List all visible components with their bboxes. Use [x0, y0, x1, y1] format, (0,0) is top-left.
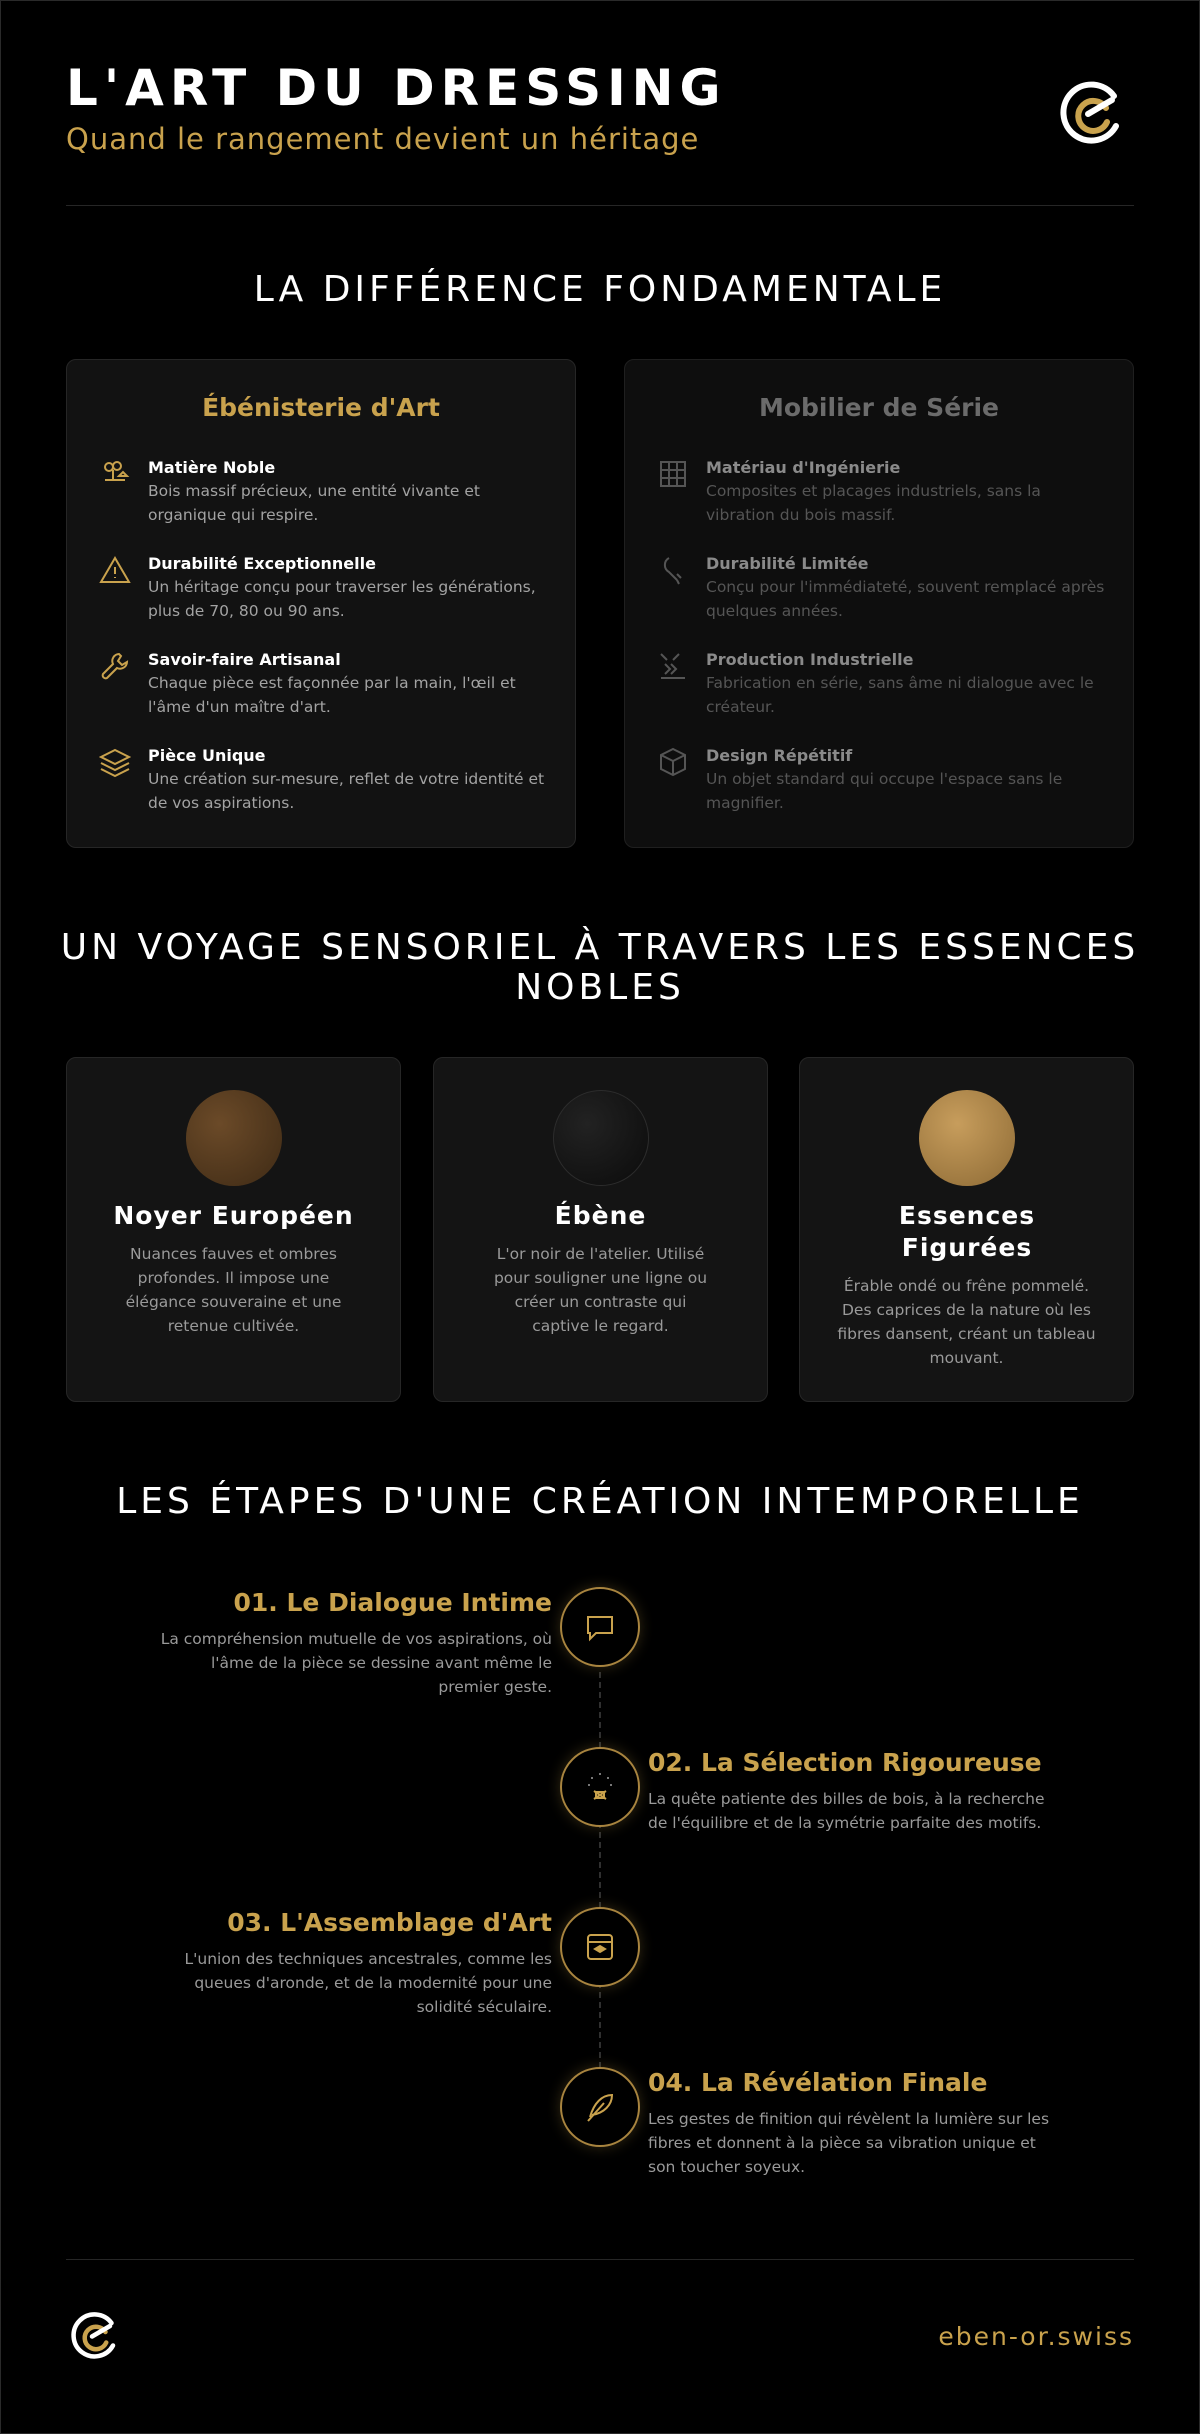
step-text: L'union des techniques ancestrales, comme les queues d'aronde, et de la modernité pour une solidité séculaire. [184, 1950, 552, 2016]
step-node [560, 2067, 640, 2147]
footer-website-link[interactable]: eben-or.swiss [938, 2322, 1134, 2351]
series-item [657, 458, 1107, 554]
step-text: La quête patiente des billes de bois, à la recherche de l'équilibre et de la symétrie parfaite des motifs. [648, 1790, 1045, 1832]
wood-name: Essences Figurées [898, 1201, 1036, 1262]
series-item-text: Un objet standard qui occupe l'espace sans le magnifier. [706, 770, 1063, 812]
series-item-text: Fabrication en série, sans âme ni dialogue avec le créateur. [706, 674, 1094, 716]
series-item-text: Composites et placages industriels, sans la vibration du bois massif. [706, 482, 1041, 524]
sparkle-selection-icon [584, 1771, 616, 1803]
series-item-title: Design Répétitif [706, 746, 853, 765]
figured-wood-swatch [919, 1090, 1015, 1186]
wood-card-figurees [799, 1057, 1134, 1402]
craft-card [66, 359, 576, 848]
footer-divider [66, 2259, 1134, 2260]
alert-triangle-icon [99, 554, 131, 586]
step-text: La compréhension mutuelle de vos aspirations, où l'âme de la pièce se dessine avant même le premier geste. [160, 1630, 552, 1696]
grid-icon [657, 458, 689, 490]
header-divider [66, 205, 1134, 206]
series-heading: Mobilier de Série [758, 393, 999, 422]
step-title: 02. La Sélection Rigoureuse [648, 1748, 1042, 1777]
factory-icon [657, 650, 689, 682]
wood-description: Érable ondé ou frêne pommelé. Des caprices de la nature où les fibres dansent, créant un tableau mouvant. [837, 1277, 1096, 1367]
craft-item-title: Pièce Unique [148, 746, 266, 765]
layers-icon [99, 746, 131, 778]
footer-logo-icon [68, 2308, 122, 2362]
step-title: 01. Le Dialogue Intime [233, 1588, 552, 1617]
craft-item [99, 746, 549, 842]
craft-item-text: Chaque pièce est façonnée par la main, l'œil et l'âme d'un maître d'art. [148, 674, 516, 716]
tree-icon [99, 458, 131, 490]
step-title: 03. L'Assemblage d'Art [227, 1908, 552, 1937]
header [66, 58, 1134, 206]
wood-name: Noyer Européen [113, 1201, 354, 1230]
feather-icon [584, 2091, 616, 2123]
walnut-swatch [186, 1090, 282, 1186]
wood-description: L'or noir de l'atelier. Utilisé pour souligner une ligne ou créer un contraste qui captive le regard. [493, 1245, 708, 1335]
page-title: L'ART DU DRESSING [66, 59, 727, 117]
series-item-title: Matériau d'Ingénierie [706, 458, 901, 477]
craft-item [99, 554, 549, 650]
series-item [657, 554, 1107, 650]
joinery-box-icon [584, 1931, 616, 1963]
step-text: Les gestes de finition qui révèlent la lumière sur les fibres et donnent à la pièce sa vibration unique et son toucher soyeux. [648, 2110, 1050, 2176]
wood-card-noyer [66, 1057, 401, 1402]
difference-title: LA DIFFÉRENCE FONDAMENTALE [253, 269, 947, 310]
wood-name: Ébène [554, 1201, 647, 1230]
chat-icon [584, 1611, 616, 1643]
ebony-swatch [553, 1090, 649, 1186]
series-item-title: Durabilité Limitée [706, 554, 869, 573]
series-card [624, 359, 1134, 848]
series-item-text: Conçu pour l'immédiateté, souvent remplacé après quelques années. [706, 578, 1105, 620]
craft-item [99, 458, 549, 554]
wrench-icon [99, 650, 131, 682]
page-subtitle: Quand le rangement devient un héritage [66, 122, 700, 156]
timeline-line [599, 1672, 601, 2078]
step-node [560, 1587, 640, 1667]
craft-item-title: Savoir-faire Artisanal [148, 650, 341, 669]
series-item-title: Production Industrielle [706, 650, 914, 669]
craft-item-title: Matière Noble [148, 458, 276, 477]
steps-title: LES ÉTAPES D'UNE CRÉATION INTEMPORELLE [116, 1481, 1084, 1522]
step-node [560, 1747, 640, 1827]
craft-item [99, 650, 549, 746]
cube-icon [657, 746, 689, 778]
wood-description: Nuances fauves et ombres profondes. Il impose une élégance souveraine et une retenue cultivée. [125, 1245, 342, 1335]
craft-item-title: Durabilité Exceptionnelle [148, 554, 376, 573]
wood-card-ebene [433, 1057, 768, 1402]
series-item [657, 746, 1107, 842]
craft-item-text: Un héritage conçu pour traverser les générations, plus de 70, 80 ou 90 ans. [148, 578, 536, 620]
craft-heading: Ébénisterie d'Art [202, 393, 440, 422]
series-item [657, 650, 1107, 746]
essences-title: UN VOYAGE SENSORIEL À TRAVERS LES ESSENCES NOBLES [60, 927, 1140, 1008]
step-title: 04. La Révélation Finale [648, 2068, 988, 2097]
craft-item-text: Bois massif précieux, une entité vivante et organique qui respire. [148, 482, 481, 524]
craft-item-text: Une création sur-mesure, reflet de votre identité et de vos aspirations. [148, 770, 545, 812]
eben-or-logo-icon [1056, 76, 1128, 148]
broken-link-icon [657, 554, 689, 586]
step-node [560, 1907, 640, 1987]
